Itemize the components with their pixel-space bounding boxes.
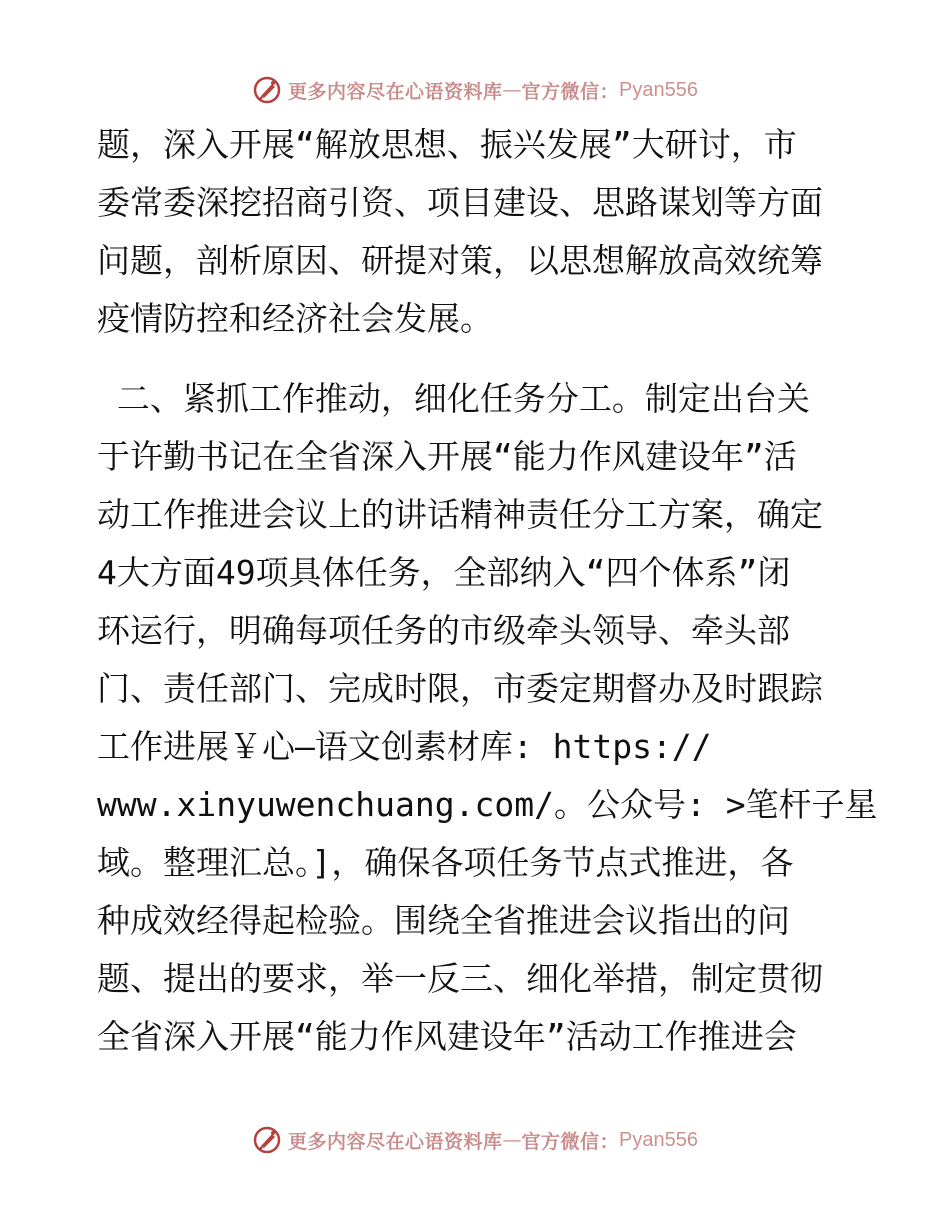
text-line: 动工作推进会议上的讲话精神责任分工方案，确定 (97, 495, 823, 534)
footer-banner (0, 1122, 950, 1158)
pen-logo-icon (252, 75, 282, 105)
text-line: 问题，剖析原因、研提对策，以思想解放高效统筹 (97, 241, 823, 280)
text-line: 全省深入开展“能力作风建设年”活动工作推进会 (97, 1017, 797, 1056)
text-line: 工作进展￥心—语文创素材库: https:// (97, 727, 712, 766)
paragraph-gap (97, 348, 867, 370)
footer-banner-separator: — (502, 1129, 522, 1151)
text-line: 二、紧抓工作推动，细化任务分工。制定出台关 (97, 379, 810, 418)
text-line: 于许勤书记在全省深入开展“能力作风建设年”活 (97, 437, 797, 476)
text-line: 疫情防控和经济社会发展。 (97, 299, 493, 338)
text-line: 题、提出的要求，举一反三、细化举措，制定贯彻 (97, 959, 823, 998)
paragraph-2 (97, 370, 878, 1066)
footer-banner-id: Pyan556 (619, 1128, 698, 1151)
header-banner-id: Pyan556 (619, 78, 698, 101)
document-body (97, 116, 878, 1066)
text-line: 题，深入开展“解放思想、振兴发展”大研讨，市 (97, 125, 797, 164)
text-line: 域。整理汇总。]，确保各项任务节点式推进，各 (97, 843, 794, 882)
pen-logo-icon (252, 1125, 282, 1155)
paragraph-1 (97, 116, 867, 348)
text-line: www.xinyuwenchuang.com/。公众号: >笔杆子星 (97, 785, 878, 824)
footer-banner-official: 官方微信： (521, 1130, 620, 1153)
header-banner-cn: 更多内容尽在心语资料库 (288, 80, 503, 103)
text-line: 环运行，明确每项任务的市级牵头领导、牵头部 (97, 611, 790, 650)
header-banner-separator: — (502, 79, 522, 101)
footer-banner-cn: 更多内容尽在心语资料库 (288, 1130, 503, 1153)
text-line: 委常委深挖招商引资、项目建设、思路谋划等方面 (97, 183, 823, 222)
text-line: 种成效经得起检验。围绕全省推进会议指出的问 (97, 901, 790, 940)
header-banner-official: 官方微信： (521, 80, 620, 103)
text-line: 门、责任部门、完成时限，市委定期督办及时跟踪 (97, 669, 823, 708)
header-banner (0, 72, 950, 108)
text-line: 4大方面49项具体任务，全部纳入“四个体系”闭 (97, 553, 791, 592)
